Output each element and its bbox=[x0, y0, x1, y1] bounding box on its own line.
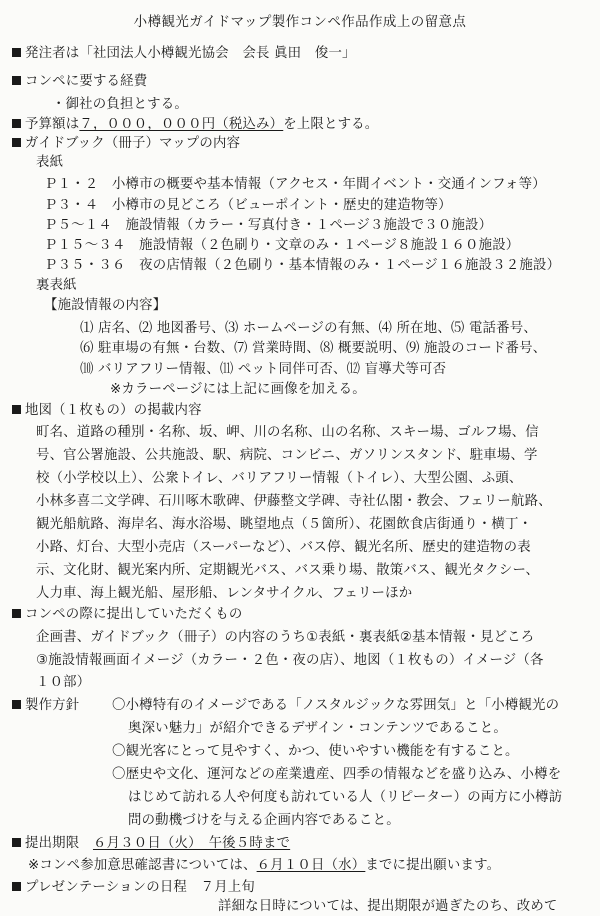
policy-line-4: 〇歴史や文化、運河などの産業遺産、四季の情報などを盛り込み、小樽を bbox=[112, 767, 562, 782]
policy-line-2: 奥深い魅力」が紹介できるデザイン・コンテンツであること。 bbox=[128, 721, 507, 736]
guidebook-page-5: Ｐ３５・３６ 夜の店情報（２色刷り・基本情報のみ・１ページ１６施設３２施設） bbox=[44, 258, 561, 273]
guidebook-cover: 表紙 bbox=[36, 155, 64, 170]
submission-line-2: ③施設情報画面イメージ（カラー・２色・夜の店）、地図（１枚もの）イメージ（各 bbox=[36, 653, 544, 668]
map-line-4: 小林多喜二文学碑、石川啄木歌碑、伊藤整文学碑、寺社仏閣・教会、フェリー航路、 bbox=[36, 494, 552, 509]
map-line-5: 観光船航路、海岸名、海水浴場、眺望地点（５箇所）、花園飲食店街通り・横丁・ bbox=[36, 517, 533, 532]
policy-line-6: 問の動機づけを与える企画内容であること。 bbox=[128, 813, 400, 828]
deadline-line: 提出期限 ６月３０日（火） 午後５時まで bbox=[12, 835, 290, 853]
guidebook-page-1: Ｐ１・２ 小樽市の概要や基本情報（アクセス・年間イベント・交通インフォ等） bbox=[44, 177, 546, 192]
submission-line-1: 企画書、ガイドブック（冊子）の内容のうち①表紙・裏表紙②基本情報・見どころ bbox=[36, 630, 535, 645]
map-line-6: 小路、灯台、大型小売店（スーパーなど）、バス停、観光名所、歴史的建造物の表 bbox=[36, 540, 531, 555]
presentation-line-1: 詳細な日時については、提出期限が過ぎたのち、改めて bbox=[218, 899, 558, 914]
square-bullet-icon bbox=[12, 700, 21, 709]
facility-line-1: ⑴ 店名、⑵ 地図番号、⑶ ホームページの有無、⑷ 所在地、⑸ 電話番号、 bbox=[80, 321, 537, 336]
submission-line-3: １０部） bbox=[36, 675, 91, 690]
square-bullet-icon bbox=[12, 138, 21, 147]
square-bullet-icon bbox=[12, 405, 21, 414]
square-bullet-icon bbox=[12, 609, 21, 618]
map-line-3: 校（小学校以上）、公衆トイレ、バリアフリー情報（トイレ）、大型公園、ふ頭、 bbox=[36, 471, 523, 486]
deadline-value: ６月３０日（火） 午後５時まで bbox=[92, 836, 291, 851]
square-bullet-icon bbox=[12, 838, 21, 847]
orderer-line: 発注者は「社団法人小樽観光協会 会長 眞田 俊一」 bbox=[12, 45, 356, 63]
square-bullet-icon bbox=[12, 882, 21, 891]
policy-line-1: 〇小樽特有のイメージである「ノスタルジックな雰囲気」と「小樽観光の bbox=[112, 698, 560, 713]
map-heading: 地図（１枚もの）の掲載内容 bbox=[12, 402, 202, 420]
expenses-heading: コンペに要する経費 bbox=[12, 73, 147, 91]
map-line-8: 人力車、海上観光船、屋形船、レンタサイクル、フェリーほか bbox=[36, 586, 413, 601]
map-line-1: 町名、道路の種別・名称、坂、岬、川の名称、山の名称、スキー場、ゴルフ場、信 bbox=[36, 425, 539, 440]
guidebook-heading: ガイドブック（冊子）マップの内容 bbox=[12, 135, 240, 153]
square-bullet-icon bbox=[12, 48, 21, 57]
policy-line-5: はじめて訪れる人や何度も訪れている人（リピーター）の両方に小樽訪 bbox=[128, 790, 563, 805]
map-line-7: 示、文化財、観光案内所、定期観光バス、バス乗り場、散策バス、観光タクシー、 bbox=[36, 563, 540, 578]
map-line-2: 号、官公署施設、公共施設、駅、病院、コンビニ、ガソリンスタンド、駐車場、学 bbox=[36, 448, 538, 463]
guidebook-page-2: Ｐ３・４ 小樽市の見どころ（ビューポイント・歴史的建造物等） bbox=[44, 198, 452, 213]
deadline-note-date: ６月１０日（水） bbox=[256, 858, 366, 873]
budget-line: 予算額は７，０００，０００円（税込み）を上限とする。 bbox=[12, 116, 378, 134]
submission-heading: コンペの際に提出していただくもの bbox=[12, 606, 242, 624]
facility-line-3: ⑽ バリアフリー情報、⑾ ペット同伴可否、⑿ 盲導犬等可否 bbox=[80, 362, 447, 377]
policy-heading: 製作方針 bbox=[12, 697, 79, 715]
budget-amount: ７，０００，０００円（税込み） bbox=[79, 117, 284, 132]
facility-heading: 【施設情報の内容】 bbox=[44, 298, 167, 313]
facility-line-2: ⑹ 駐車場の有無・台数、⑺ 営業時間、⑻ 概要説明、⑼ 施設のコード番号、 bbox=[80, 341, 547, 356]
facility-line-4: ※カラーページには上記に画像を加える。 bbox=[110, 382, 366, 397]
presentation-heading: プレゼンテーションの日程 ７月上旬 bbox=[12, 879, 255, 897]
guidebook-back-cover: 裏表紙 bbox=[36, 278, 77, 293]
square-bullet-icon bbox=[12, 119, 21, 128]
guidebook-page-4: Ｐ１５～３４ 施設情報（２色刷り・文章のみ・１ページ８施設１６０施設） bbox=[44, 238, 520, 253]
square-bullet-icon bbox=[12, 76, 21, 85]
page-title: 小樽観光ガイドマップ製作コンペ作品作成上の留意点 bbox=[133, 14, 467, 30]
deadline-note: ※コンペ参加意思確認書については、６月１０日（水）までに提出願います。 bbox=[28, 858, 501, 873]
expenses-note: ・御社の負担とする。 bbox=[52, 97, 188, 112]
policy-line-3: 〇観光客にとって見やすく、かつ、使いやすい機能を有すること。 bbox=[112, 744, 519, 759]
guidebook-page-3: Ｐ５～１４ 施設情報（カラー・写真付き・１ページ３施設で３０施設） bbox=[44, 218, 493, 233]
